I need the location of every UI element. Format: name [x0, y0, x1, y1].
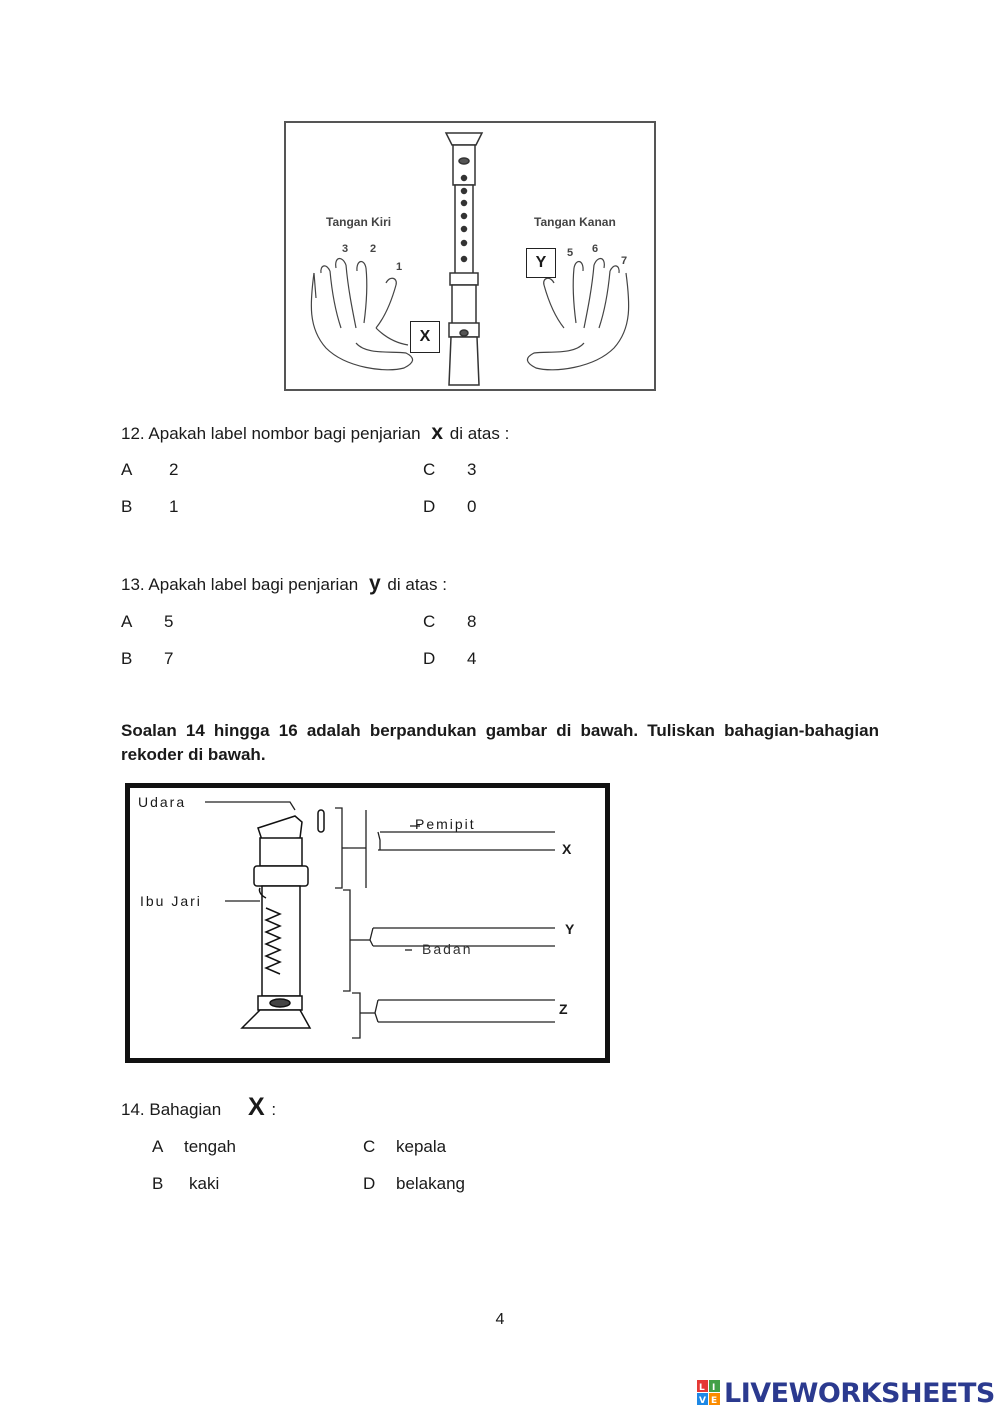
left-hand-icon — [311, 259, 412, 370]
recorder-hands-illustration — [286, 123, 654, 389]
liveworksheets-logo-icon — [697, 1380, 721, 1406]
section-instruction: Soalan 14 hingga 16 adalah berpandukan gambar di bawah. Tuliskan bahagian-bahagian rekoder di bawah. — [121, 721, 879, 764]
option-d[interactable] — [423, 649, 477, 669]
option-a[interactable] — [121, 460, 179, 480]
udara-label: Udara — [138, 794, 187, 810]
option-text: 4 — [467, 649, 477, 668]
option-letter: D — [363, 1174, 376, 1193]
option-text: tengah — [184, 1137, 236, 1156]
finger-number: 6 — [592, 243, 599, 255]
question-13 — [121, 572, 447, 596]
option-letter: D — [423, 649, 436, 668]
svg-text:L: L — [699, 1383, 705, 1393]
option-letter: B — [152, 1174, 164, 1193]
question-suffix: di atas : — [449, 424, 510, 443]
option-letter: A — [152, 1137, 164, 1156]
svg-text:I: I — [712, 1383, 716, 1393]
badan-label: Badan — [422, 941, 473, 957]
finger-number: 5 — [567, 247, 574, 259]
ibu-jari-label: Ibu Jari — [140, 893, 202, 909]
option-letter: C — [423, 612, 436, 631]
option-letter: A — [121, 460, 133, 479]
page-number: 4 — [495, 1311, 505, 1328]
svg-text:E: E — [711, 1396, 718, 1406]
option-text: belakang — [396, 1174, 466, 1193]
question-14 — [121, 1093, 276, 1122]
option-c[interactable] — [363, 1137, 447, 1157]
part-label-z: Z — [559, 1001, 568, 1017]
option-text: kepala — [396, 1137, 447, 1156]
part-label-x: X — [562, 841, 572, 857]
finger-number: 2 — [370, 243, 377, 255]
label-box-x: X — [410, 321, 440, 353]
option-text: 0 — [467, 497, 477, 516]
question-text: 12. Apakah label nombor bagi penjarian — [121, 424, 421, 443]
option-text: 2 — [169, 460, 179, 479]
option-text: 3 — [467, 460, 477, 479]
right-hand-label: Tangan Kanan — [534, 215, 616, 229]
option-letter: C — [363, 1137, 376, 1156]
left-hand-label: Tangan Kiri — [326, 215, 392, 229]
pemipit-label: Pemipit — [415, 816, 476, 832]
question-suffix: : — [271, 1100, 277, 1119]
option-d[interactable] — [423, 497, 477, 517]
recorder-icon — [242, 810, 324, 1028]
part-label-y: Y — [565, 921, 575, 937]
option-text: 7 — [164, 649, 174, 668]
option-letter: B — [121, 649, 133, 668]
option-letter: C — [423, 460, 436, 479]
question-variable: y — [368, 572, 381, 595]
svg-text:V: V — [699, 1396, 706, 1406]
option-d[interactable] — [363, 1174, 466, 1194]
liveworksheets-logo — [697, 1378, 997, 1408]
option-a[interactable] — [121, 612, 174, 632]
brand-name: LIVEWORKSHEETS — [724, 1378, 995, 1409]
option-text: kaki — [189, 1174, 220, 1193]
option-b[interactable] — [121, 497, 179, 517]
question-variable: X — [247, 1093, 265, 1121]
option-c[interactable] — [423, 460, 477, 480]
question-text: 13. Apakah label bagi penjarian — [121, 575, 359, 594]
finger-number: 1 — [396, 261, 403, 273]
label-box-y: Y — [526, 248, 556, 278]
recorder-parts-diagram — [125, 783, 610, 1063]
question-12 — [121, 421, 509, 445]
question-suffix: di atas : — [387, 575, 447, 594]
option-c[interactable] — [423, 612, 477, 632]
question-text: 14. Bahagian — [121, 1100, 222, 1119]
option-letter: A — [121, 612, 133, 631]
option-b[interactable] — [152, 1174, 220, 1194]
recorder-parts-illustration — [130, 788, 605, 1058]
option-b[interactable] — [121, 649, 174, 669]
fingering-diagram — [284, 121, 656, 391]
recorder-icon — [446, 133, 482, 385]
option-letter: B — [121, 497, 133, 516]
question-variable: x — [431, 421, 444, 444]
option-letter: D — [423, 497, 436, 516]
finger-number: 3 — [342, 243, 349, 255]
finger-number: 7 — [621, 255, 628, 267]
option-text: 5 — [164, 612, 174, 631]
option-a[interactable] — [152, 1137, 236, 1157]
option-text: 1 — [169, 497, 179, 516]
option-text: 8 — [467, 612, 477, 631]
